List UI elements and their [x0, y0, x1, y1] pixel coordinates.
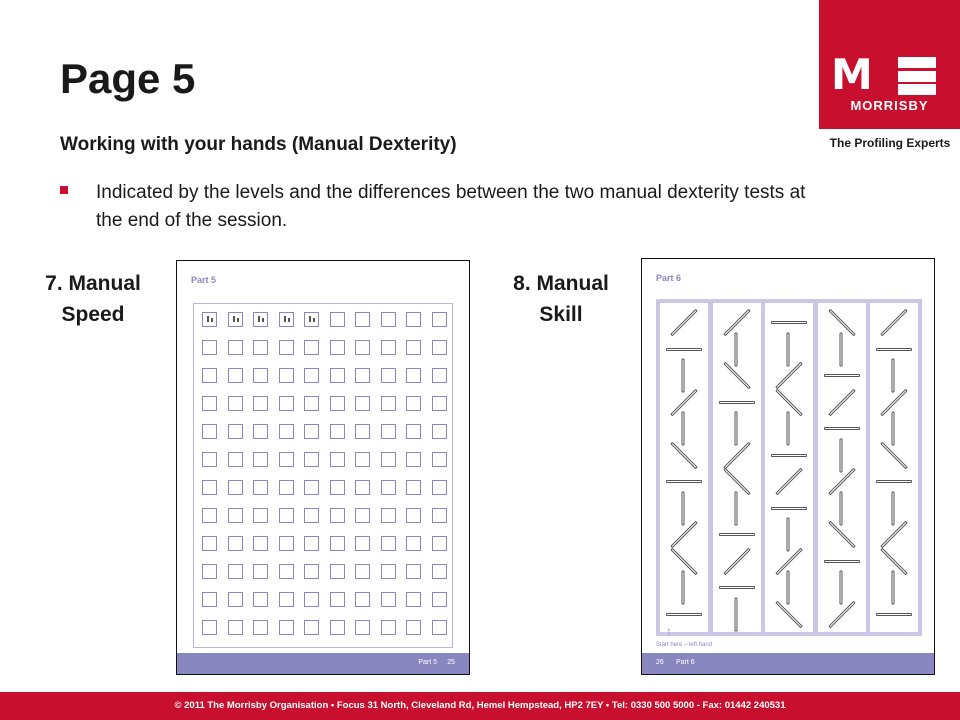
grid-cell [279, 340, 294, 355]
grid-cell [406, 452, 421, 467]
grid-cell [202, 312, 217, 327]
grid-cell [304, 592, 319, 607]
grid-cell [253, 536, 268, 551]
section-subtitle: Working with your hands (Manual Dexterity) [60, 134, 457, 155]
grid-cell [202, 480, 217, 495]
grid-cell [355, 620, 370, 635]
peg [682, 491, 685, 525]
grid-cell [330, 620, 345, 635]
grid-cell [279, 480, 294, 495]
peg [892, 571, 895, 605]
grid-cell [381, 452, 396, 467]
grid-cell [355, 564, 370, 579]
grid-cell [304, 620, 319, 635]
grid-cell [381, 424, 396, 439]
peg [719, 401, 755, 404]
grid-cell [228, 592, 243, 607]
grid-cell [304, 564, 319, 579]
grid-cell [381, 368, 396, 383]
logo-letter: M [831, 50, 871, 99]
peg [682, 359, 685, 393]
grid-cell [330, 480, 345, 495]
grid-cell [253, 368, 268, 383]
grid-cell [304, 424, 319, 439]
grid-cell [202, 508, 217, 523]
peg-column [765, 303, 813, 632]
grid-cell [202, 340, 217, 355]
grid-cell [202, 536, 217, 551]
peg [775, 468, 803, 496]
sheet-part-6 [641, 258, 935, 675]
morrisby-logo [819, 0, 960, 129]
peg [787, 518, 790, 552]
grid-cell [381, 312, 396, 327]
logo-brand: MORRISBY [850, 98, 929, 113]
peg-column [660, 303, 708, 632]
grid-cell [279, 424, 294, 439]
grid-cell [253, 340, 268, 355]
grid-cell [202, 592, 217, 607]
grid-cell [304, 480, 319, 495]
peg [787, 332, 790, 366]
grid-cell [253, 620, 268, 635]
peg [734, 332, 737, 366]
grid-cell [228, 564, 243, 579]
grid-cell [279, 368, 294, 383]
grid-cell [432, 396, 447, 411]
grid-cell [406, 564, 421, 579]
grid-cell [381, 480, 396, 495]
grid-cell [355, 480, 370, 495]
manual-speed-grid [193, 303, 453, 648]
peg [876, 348, 912, 351]
sheet-part-5 [176, 260, 470, 675]
grid-cell [253, 592, 268, 607]
grid-cell [330, 312, 345, 327]
bullet-text: Indicated by the levels and the differences between the two manual dexterity tests at the end of the session. [96, 182, 806, 231]
peg [734, 412, 737, 446]
peg [839, 571, 842, 605]
grid-cell [355, 508, 370, 523]
peg [876, 480, 912, 483]
peg [771, 507, 807, 510]
grid-cell [253, 508, 268, 523]
grid-cell [279, 592, 294, 607]
grid-cell [432, 536, 447, 551]
grid-cell [253, 480, 268, 495]
grid-cell [330, 340, 345, 355]
peg [839, 491, 842, 525]
grid-cell [432, 620, 447, 635]
grid-cell [406, 340, 421, 355]
grid-cell [330, 396, 345, 411]
grid-cell [330, 424, 345, 439]
sheet-5-title: Part 5 [191, 275, 217, 285]
grid-cell [406, 536, 421, 551]
sheet-6-footer-label: Part 6 [676, 659, 695, 666]
grid-cell [228, 368, 243, 383]
peg [666, 348, 702, 351]
grid-cell [355, 396, 370, 411]
manual-skill-pegboard [656, 299, 922, 636]
grid-cell [304, 368, 319, 383]
grid-cell [381, 340, 396, 355]
grid-cell [381, 396, 396, 411]
grid-cell [330, 452, 345, 467]
peg-column [713, 303, 761, 632]
grid-cell [304, 536, 319, 551]
grid-cell [432, 424, 447, 439]
peg [824, 374, 860, 377]
grid-cell [228, 620, 243, 635]
grid-cell [228, 480, 243, 495]
grid-cell [355, 424, 370, 439]
grid-cell [355, 452, 370, 467]
footer-text: © 2011 The Morrisby Organisation • Focus 31 North, Cleveland Rd, Hemel Hempstead, HP2 7EY • Tel: 0330 500 5000 - Fax: 01442 240531 [174, 700, 786, 711]
peg [892, 359, 895, 393]
grid-cell [202, 452, 217, 467]
grid-cell [432, 508, 447, 523]
peg [734, 491, 737, 525]
sheet-6-start-note: Start here – left hand [656, 642, 713, 648]
peg [723, 547, 751, 575]
grid-cell [381, 564, 396, 579]
logo-bars-icon [898, 57, 936, 95]
peg [666, 613, 702, 616]
grid-cell [330, 508, 345, 523]
peg [787, 571, 790, 605]
grid-cell [253, 312, 268, 327]
grid-cell [279, 312, 294, 327]
grid-cell [330, 536, 345, 551]
grid-cell [279, 564, 294, 579]
grid-cell [406, 368, 421, 383]
grid-cell [253, 424, 268, 439]
grid-cell [304, 340, 319, 355]
grid-cell [432, 312, 447, 327]
grid-cell [381, 536, 396, 551]
grid-cell [355, 368, 370, 383]
peg [787, 412, 790, 446]
grid-cell [432, 340, 447, 355]
peg [892, 412, 895, 446]
peg [824, 560, 860, 563]
peg [828, 388, 856, 416]
grid-cell [432, 564, 447, 579]
peg [682, 412, 685, 446]
grid-cell [432, 368, 447, 383]
peg-column [870, 303, 918, 632]
label-manual-skill: 8. Manual Skill [513, 272, 609, 326]
grid-cell [304, 452, 319, 467]
grid-cell [432, 480, 447, 495]
grid-cell [228, 340, 243, 355]
peg [719, 586, 755, 589]
grid-cell [432, 592, 447, 607]
peg [719, 533, 755, 536]
sheet-6-title: Part 6 [656, 273, 682, 283]
peg [839, 332, 842, 366]
grid-cell [304, 312, 319, 327]
peg [771, 321, 807, 324]
grid-cell [330, 592, 345, 607]
grid-cell [304, 396, 319, 411]
grid-cell [406, 508, 421, 523]
sheet-6-page-number: 26 [656, 659, 664, 666]
grid-cell [355, 592, 370, 607]
grid-cell [279, 620, 294, 635]
grid-cell [228, 424, 243, 439]
peg [670, 309, 698, 337]
grid-cell [228, 508, 243, 523]
sheet-6-footer [642, 653, 934, 674]
up-arrow-icon: ↑ [666, 624, 672, 638]
page-footer [0, 692, 960, 720]
grid-cell [228, 396, 243, 411]
grid-cell [330, 564, 345, 579]
peg [892, 491, 895, 525]
peg [839, 438, 842, 472]
grid-cell [355, 536, 370, 551]
grid-cell [381, 592, 396, 607]
peg-column [818, 303, 866, 632]
grid-cell [202, 564, 217, 579]
sheet-5-page-number: 25 [447, 659, 455, 666]
peg [876, 613, 912, 616]
sheet-5-footer [177, 653, 469, 674]
grid-cell [406, 480, 421, 495]
grid-cell [355, 340, 370, 355]
peg [666, 480, 702, 483]
grid-cell [228, 536, 243, 551]
grid-cell [279, 536, 294, 551]
grid-cell [279, 396, 294, 411]
grid-cell [304, 508, 319, 523]
grid-cell [355, 312, 370, 327]
logo-tagline: The Profiling Experts [829, 136, 951, 150]
peg [880, 309, 908, 337]
grid-cell [228, 452, 243, 467]
label-manual-speed: 7. Manual Speed [45, 272, 141, 326]
grid-cell [381, 508, 396, 523]
grid-cell [406, 620, 421, 635]
page-title: Page 5 [60, 55, 196, 102]
peg [682, 571, 685, 605]
grid-cell [202, 424, 217, 439]
bullet-square-icon [60, 186, 68, 194]
grid-cell [202, 620, 217, 635]
bullet-item [60, 179, 820, 235]
grid-cell [406, 312, 421, 327]
grid-cell [381, 620, 396, 635]
grid-cell [228, 312, 243, 327]
grid-cell [202, 368, 217, 383]
grid-cell [406, 592, 421, 607]
grid-cell [253, 564, 268, 579]
grid-cell [406, 424, 421, 439]
sheet-5-footer-label: Part 5 [418, 659, 437, 666]
peg [824, 427, 860, 430]
peg [734, 597, 737, 631]
peg [771, 454, 807, 457]
grid-cell [253, 396, 268, 411]
grid-cell [330, 368, 345, 383]
grid-cell [406, 396, 421, 411]
grid-cell [279, 508, 294, 523]
grid-cell [432, 452, 447, 467]
grid-cell [202, 396, 217, 411]
grid-cell [279, 452, 294, 467]
grid-cell [253, 452, 268, 467]
